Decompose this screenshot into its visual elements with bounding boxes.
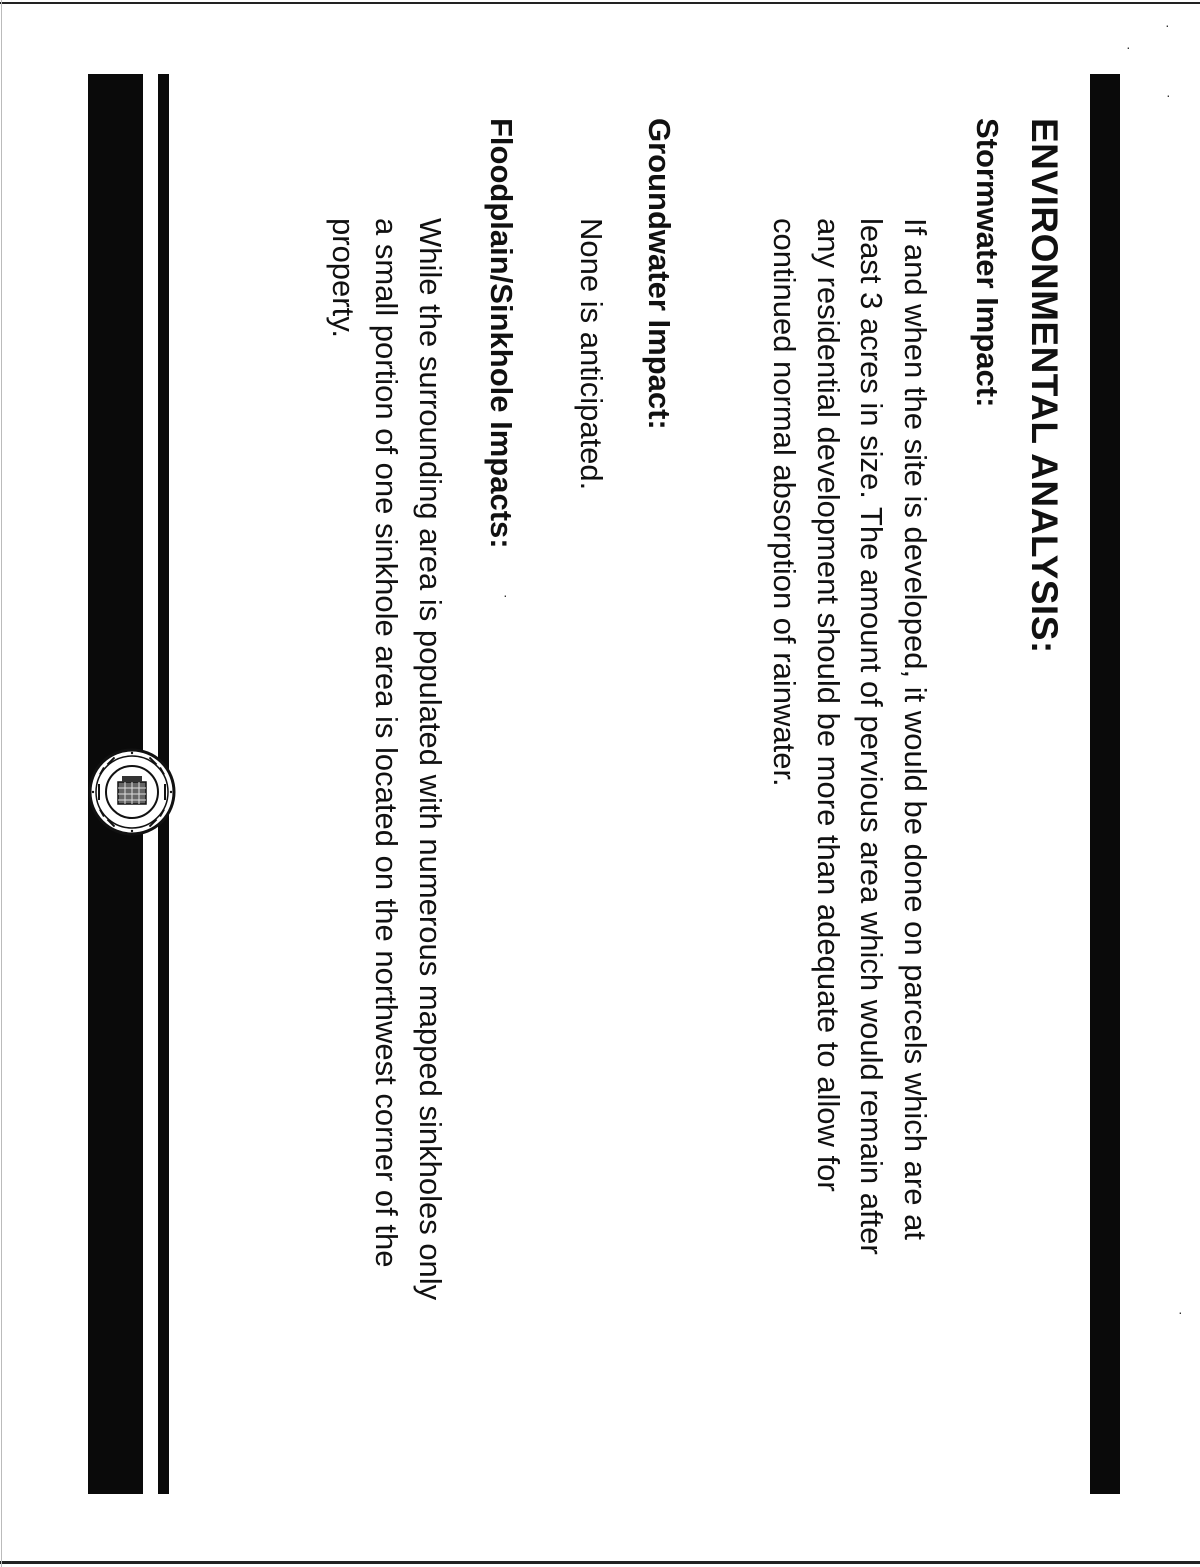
groundwater-heading: Groundwater Impact: [642,118,677,430]
floodplain-heading: Floodplain/Sinkhole Impacts: [484,118,519,549]
seal-graphic [88,748,176,836]
scan-frame-bottom [0,1561,1200,1564]
scan-speck: · [1165,17,1170,33]
scan-speck: · [1178,1304,1183,1320]
scan-speck: · [1126,39,1131,55]
stormwater-heading: Stormwater Impact: [970,118,1005,408]
scan-speck: · [1166,87,1171,103]
scan-speck: · [503,587,508,603]
stormwater-body: If and when the site is developed, it would be done on parcels which are at least 3 acres in size. The amount of pervious area which would remain after any residential development should be more than adequate to allow for continued normal absorption of rainwater. [767,218,933,1255]
groundwater-body: None is anticipated. [574,218,609,491]
scan-frame-top [0,2,1200,4]
floodplain-body: While the surrounding area is populated with numerous mapped sinkholes only a small portion of one sinkhole area is located on the northwest corner of the property. [326,218,448,1301]
slide-title: ENVIRONMENTAL ANALYSIS: [1024,118,1065,654]
slide-content [305,110,1065,1500]
scan-frame-left [1,0,2,1567]
slide-header-bar [1090,74,1120,1494]
county-seal-icon [88,748,176,836]
